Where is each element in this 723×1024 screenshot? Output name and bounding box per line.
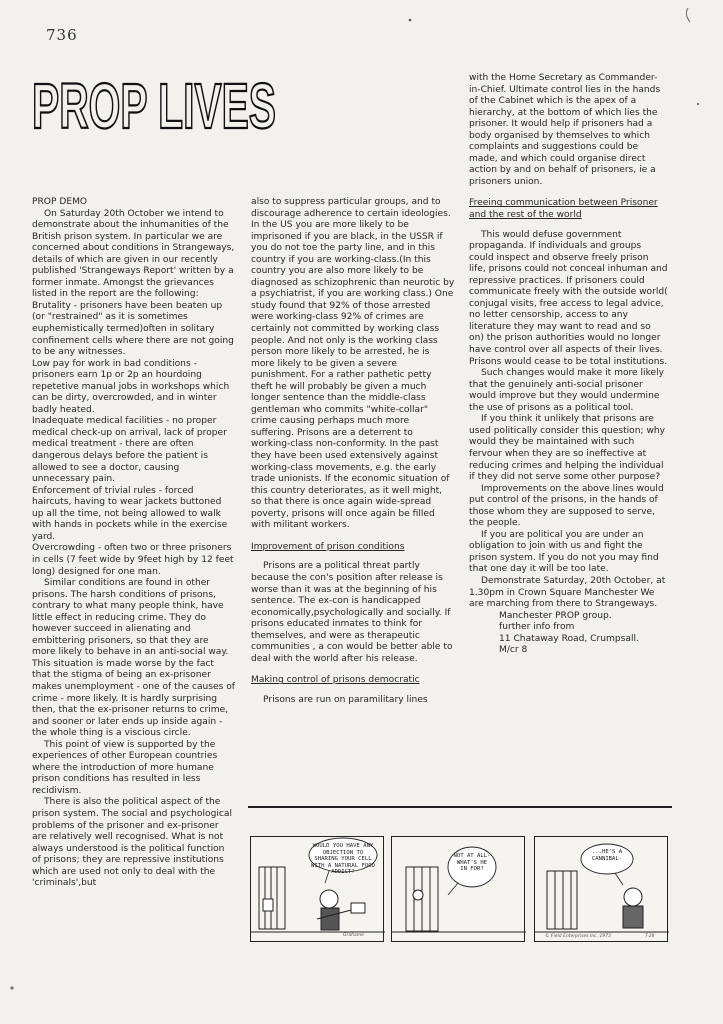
paragraph: 11 Chataway Road, Crumpsall. <box>499 633 639 644</box>
page-number: 736 <box>46 26 78 44</box>
speech-bubble-1: WOULD YOU HAVE ANY OBJECTION TO SHARING YOUR CELL WITH A NATURAL FOOD ADDICT? <box>311 843 375 876</box>
comic-panel-2 <box>391 836 525 942</box>
subheading: Freeing communication between Prisoner and the rest of the world <box>469 198 658 221</box>
paragraph: This would defuse government propaganda. If individuals and groups could inspect and observe freely prison life, prisons could not conceal inhuman and repressive practices. If prisoners could communicate freely with the outside world( conjugal visits, free access to legal advice, no letter censorship, access to any literature they may want to read and so on) the prison authorities would no longer have control over all aspects of their lives. Prisons would cease to be total institutions. <box>469 229 668 367</box>
comic-strip <box>250 836 670 944</box>
cartoon-divider <box>248 806 672 808</box>
comic-panel-1 <box>250 836 384 942</box>
paragraph: further info from <box>499 622 575 633</box>
column-middle <box>251 197 455 706</box>
paragraph: Prisons are run on paramilitary lines <box>263 694 428 705</box>
comic-panel-code: T-28 <box>645 934 655 939</box>
paragraph: also to suppress particular groups, and to discourage adherence to certain ideologies. In the US you are more likely to be imprisoned if you are black, in the USSR if you do not toe the party line, and in this country if you are working-class.(In this country you are also more likely to be diagnosed as schizophrenic than neurotic by a psychiatrist, if you are working class.) One study found that 92% of those arrested were working-class 92% of crimes are certainly not committed by working class people. And not only is the working class person more likely to be arrested, he is more likely to be given a severe punishment. For a rather pathetic petty theft he will probably be given a much longer sentence than the middle-class gentleman who commits "white-collar" crime causing perhaps much more suffering. Prisons are a deterrent to working-class non-conformity. In the past they have been used extensively against working-class movements, e.g. the early trade unionists. If the economic situation of this country deteriorates, as it well might, so that there is once again wide-spread poverty, prisons will once again be filled with militant workers. <box>251 197 455 531</box>
paragraph: Brutality - prisoners have been beaten up (or "restrained" as it is sometimes euphemistically termed)often in solitary confinement cells where there are not going to be any witnesses. <box>32 300 234 358</box>
speech-bubble-3: ...HE'S A CANNIBAL- <box>591 849 623 862</box>
paragraph: On Saturday 20th October we intend to demonstrate about the inhumanities of the British prison system. In particular we are concerned about conditions in Strangeways, details of which are given in our recently published 'Strangeways Report' written by a former inmate. Amongst the grievances listed in the report are the following: <box>32 208 235 300</box>
paragraph: Prisons are a political threat partly because the con's position after release is worse than it was at the beginning of his sentence. The ex-con is handicapped economically,psychologically and socially. If prisons educated inmates to think for themselves, and were as therapeutic communities , a con would be better able to deal with the world after his release. <box>251 561 453 664</box>
comic-panel-3 <box>534 836 668 942</box>
paragraph: Improvements on the above lines would put control of the prisons, in the hands of those whom they are supposed to serve, the people. <box>469 483 664 529</box>
paragraph: Enforcement of trivial rules - forced haircuts, having to wear jackets buttoned up all the time, not being allowed to walk with hands in pockets while in the exercise yard. <box>32 485 228 542</box>
paragraph: Manchester PROP group. <box>499 610 612 621</box>
column-left <box>32 197 235 890</box>
paragraph: Inadequate medical facilities - no proper medical check-up on arrival, lack of proper medical treatment - there are often dangerous delays before the patient is allowed to see a doctor, causing unnecessary pain. <box>32 416 227 485</box>
comic-copyright: © Field Enterprises Inc. 1973 <box>545 934 611 939</box>
paragraph: Similar conditions are found in other prisons. The harsh conditions of prisons, contrary to what many people think, have little effect in reducing crime. They do however succeed in alienating and embittering prisoners, so that they are more likely to behave in an anti-social way. This situation is made worse by the fact that the stigma of being an ex-prisoner makes unemployment - one of the causes of crime - more likely. It is hardly surprising then, that the ex-prisoner returns to crime, and sooner or later ends up inside again - the whole thing is a viscious circle. <box>32 578 236 739</box>
paragraph: There is also the political aspect of the prison system. The social and psychological problems of the prisoner and ex-prisoner are relatively well recognised. What is not always understood is the political function of prisons; they are repressive institutions which are used not only to deal with the 'criminals',but <box>32 797 232 889</box>
article-heading <box>30 70 278 142</box>
paragraph: Demonstrate Saturday, 20th October, at 1.30pm in Crown Square Manchester We are marching from there to Strangeways. <box>469 575 666 610</box>
artist-signature: Grahame <box>343 933 364 938</box>
column-right <box>469 73 668 657</box>
paragraph: If you are political you are under an obligation to join with us and fight the prison system. If you do not you may find that one day it will be too late. <box>469 529 659 575</box>
heading-text: PROP LIVES <box>32 70 276 142</box>
subheading: Making control of prisons democratic <box>251 675 420 686</box>
paragraph: If you think it unlikely that prisons are used politically consider this question; why would they be maintained with such fervour when they are so ineffective at reducing crimes and helping the individual if they did not serve some other purpose? <box>469 414 666 483</box>
paragraph: Overcrowding - often two or three prisoners in cells (7 feet wide by 9feet high by 12 feet long) designed for one man. <box>32 543 234 577</box>
paragraph: PROP DEMO <box>32 197 88 207</box>
speech-bubble-2: NOT AT ALL- WHAT'S HE IN FOR? <box>453 853 491 873</box>
paragraph: Such changes would make it more likely that the genuinely anti-social prisoner would improve but they would undermine the use of prisons as a political tool. <box>469 368 665 413</box>
subheading: Improvement of prison conditions <box>251 541 405 552</box>
paragraph: M/cr 8 <box>499 645 528 656</box>
paragraph: Low pay for work in bad conditions - prisoners earn 1p or 2p an hourdoing repetetive manual jobs in workshops which can be dirty, overcrowded, and in winter badly heated. <box>32 358 230 415</box>
paragraph: This point of view is supported by the experiences of other European countries where the introduction of more humane prison conditions has resulted in less recidivism. <box>32 739 218 796</box>
paragraph: with the Home Secretary as Commander-in-Chief. Ultimate control lies in the hands of the Cabinet which is the apex of a hierarchy, at the bottom of which lies the prisoner. It would help if prisoners had a body organised by themselves to which complaints and suggestions could be made, and which could organise direct action by and on behalf of prisoners, ie a prisoners union. <box>469 73 661 187</box>
